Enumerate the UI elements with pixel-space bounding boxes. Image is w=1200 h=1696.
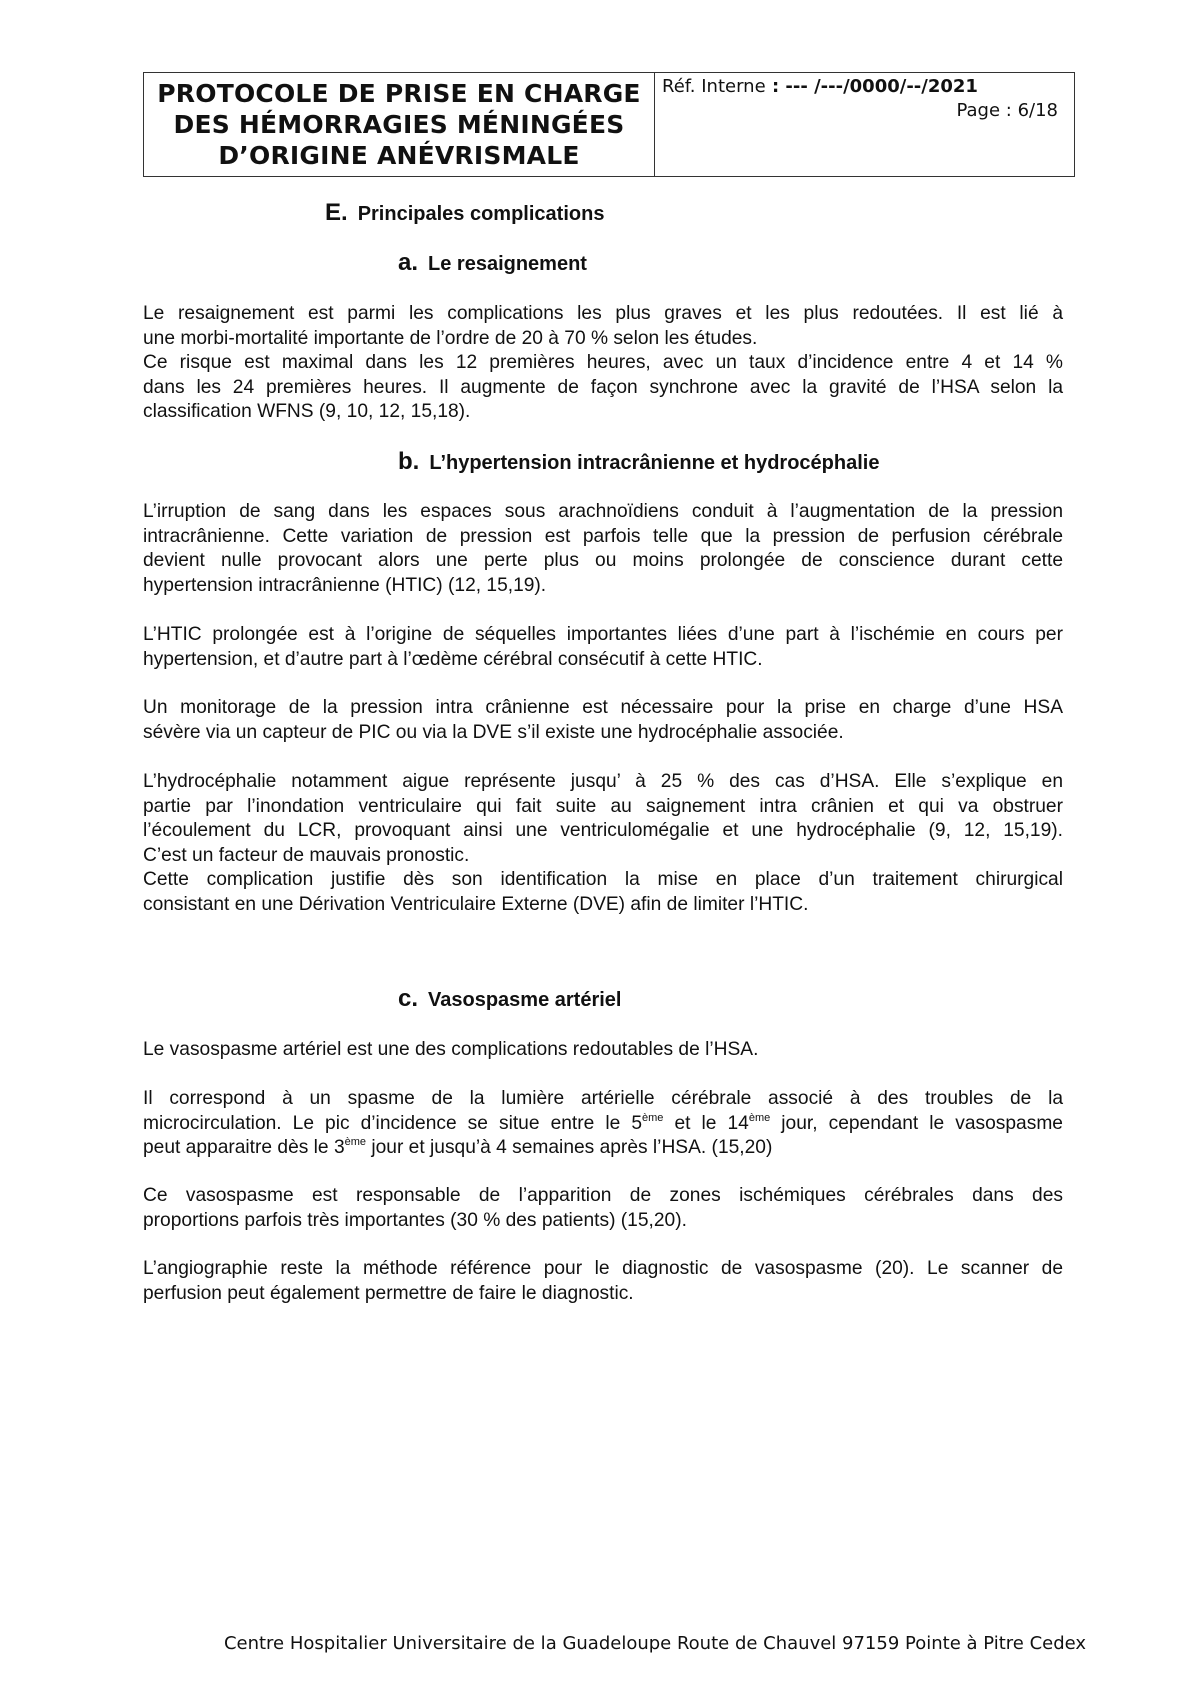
text-line: Il correspond à un spasme de la lumière artérielle cérébrale associé à des troubles de la <box>143 1088 1063 1109</box>
text-line: L’hydrocéphalie notamment aigue représente jusqu’ à 25 % des cas d’HSA. Elle s’explique en <box>143 771 1063 792</box>
text-line: Cette complication justifie dès son identification la mise en place d’un traitement chirurgical <box>143 869 1063 890</box>
section-heading <box>325 199 604 227</box>
text-segment: jour et jusqu’à 4 semaines après l’HSA. (15,20) <box>366 1137 773 1158</box>
header-table <box>143 72 1075 177</box>
text-line: Le resaignement est parmi les complications les plus graves et les plus redoutées. Il est lié à <box>143 303 1063 324</box>
text-segment: microcirculation. Le pic d’incidence se situe entre le 5 <box>143 1112 643 1134</box>
text-line: Le vasospasme artériel est une des complications redoutables de l’HSA. <box>143 1039 759 1060</box>
subheading-b <box>398 448 879 476</box>
text-line: L’angiographie reste la méthode référence pour le diagnostic de vasospasme (20). Le scanner de <box>143 1258 1063 1279</box>
text-line: une morbi-mortalité importante de l’ordre de 20 à 70 % selon les études. <box>143 327 758 349</box>
text-line: devient nulle provocant alors une perte plus ou moins prolongée de conscience durant cette <box>143 550 1063 571</box>
page-number: Page : 6/18 <box>956 100 1058 121</box>
text-line: proportions parfois très importantes (30 % des patients) (15,20). <box>143 1209 687 1231</box>
text-line: partie par l’inondation ventriculaire qui fait suite au saignement intra crânien et qui va obstruer <box>143 795 1063 817</box>
text-line: classification WFNS (9, 10, 12, 15,18). <box>143 401 471 422</box>
title-line-3: D’ORIGINE ANÉVRISMALE <box>218 141 580 170</box>
header-meta <box>655 73 1074 176</box>
ref-label: Réf. Interne <box>662 76 766 97</box>
text-line: l’écoulement du LCR, provoquant ainsi une ventriculomégalie et une hydrocéphalie (9, 12, 15,19). <box>143 820 1063 841</box>
footer-address: Centre Hospitalier Universitaire de la Guadeloupe Route de Chauvel 97159 Pointe à Pitre Cedex <box>223 1633 1087 1654</box>
text-line: C’est un facteur de mauvais pronostic. <box>143 844 470 866</box>
section-title: Principales complications <box>357 203 605 225</box>
text-line: hypertension, et d’autre part à l’œdème cérébral consécutif à cette HTIC. <box>143 648 763 670</box>
text-line: intracrânienne. Cette variation de pression est parfois telle que la pression de perfusion cérébrale <box>143 525 1063 547</box>
paragraph-c1 <box>143 1038 1063 1063</box>
text-segment: et le 14 <box>663 1112 749 1134</box>
section-number: E. <box>325 199 348 226</box>
paragraph-c3 <box>143 1184 1063 1233</box>
subheading-c-title: Vasospasme artériel <box>428 989 622 1011</box>
paragraph-c4 <box>143 1257 1063 1306</box>
ref-value: : --- /---/0000/--/2021 <box>765 76 978 97</box>
paragraph-b4 <box>143 770 1063 868</box>
subheading-a-number: a. <box>398 249 419 276</box>
document-title <box>144 73 655 176</box>
subheading-b-number: b. <box>398 448 420 475</box>
subheading-a <box>398 249 587 277</box>
title-line-2: DES HÉMORRAGIES MÉNINGÉES <box>173 110 625 139</box>
text-segment: peut apparaitre dès le 3 <box>143 1137 345 1158</box>
text-segment: jour, cependant le vasospasme <box>770 1112 1063 1134</box>
paragraph-b5 <box>143 868 1063 917</box>
superscript: ème <box>642 1111 664 1124</box>
text-line: perfusion peut également permettre de faire le diagnostic. <box>143 1282 634 1304</box>
text-line: Ce risque est maximal dans les 12 premières heures, avec un taux d’incidence entre 4 et 14 % <box>143 352 1063 373</box>
text-line: sévère via un capteur de PIC ou via la DVE s’il existe une hydrocéphalie associée. <box>143 721 844 743</box>
title-line-1: PROTOCOLE DE PRISE EN CHARGE <box>157 79 641 108</box>
paragraph-b3 <box>143 696 1063 745</box>
paragraph-a2 <box>143 351 1063 425</box>
subheading-b-title: L’hypertension intracrânienne et hydrocéphalie <box>429 452 880 474</box>
text-line: consistant en une Dérivation Ventriculaire Externe (DVE) afin de limiter l’HTIC. <box>143 893 809 915</box>
text-line: L’irruption de sang dans les espaces sous arachnoïdiens conduit à l’augmentation de la pression <box>143 501 1063 522</box>
paragraph-b2 <box>143 623 1063 672</box>
internal-reference <box>662 76 978 97</box>
text-line <box>143 1112 1063 1137</box>
text-line: Ce vasospasme est responsable de l’apparition de zones ischémiques cérébrales dans des <box>143 1185 1063 1206</box>
subheading-c <box>398 985 621 1013</box>
text-line <box>143 1136 1063 1161</box>
paragraph-b1 <box>143 500 1063 598</box>
text-line: dans les 24 premières heures. Il augmente de façon synchrone avec la gravité de l’HSA selon la <box>143 376 1063 398</box>
text-line: hypertension intracrânienne (HTIC) (12, 15,19). <box>143 574 547 596</box>
superscript: ème <box>748 1111 771 1124</box>
paragraph-a1 <box>143 302 1063 351</box>
text-line: L’HTIC prolongée est à l’origine de séquelles importantes liées d’une part à l’ischémie en cours per <box>143 624 1063 645</box>
subheading-a-title: Le resaignement <box>428 253 587 275</box>
subheading-c-number: c. <box>398 985 419 1012</box>
text-line: Un monitorage de la pression intra crânienne est nécessaire pour la prise en charge d’une HSA <box>143 697 1063 718</box>
superscript: ème <box>344 1136 367 1148</box>
paragraph-c2 <box>143 1087 1063 1161</box>
